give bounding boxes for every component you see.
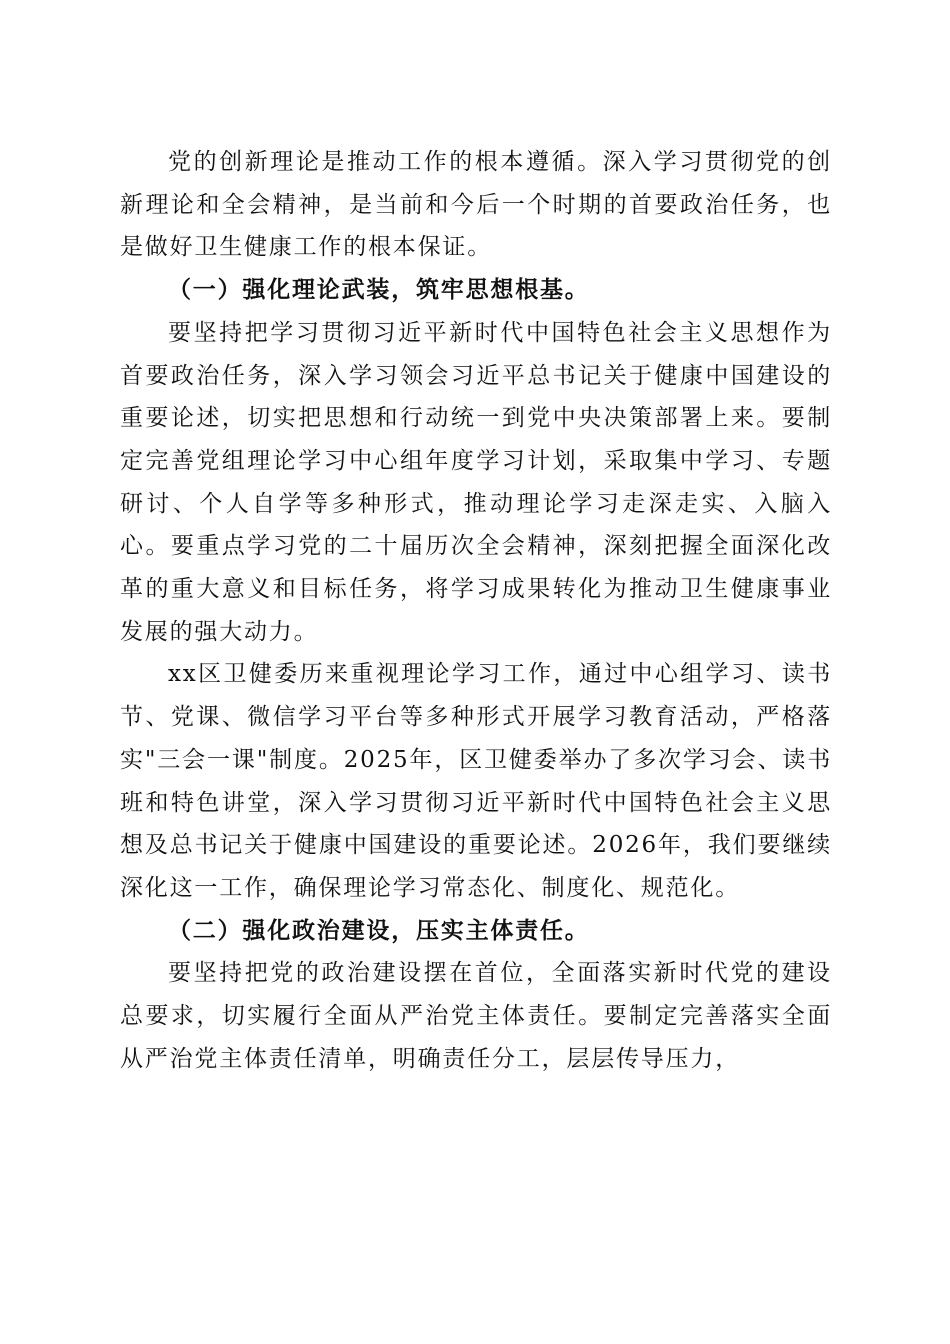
section-heading-1: （一）强化理论武装，筑牢思想根基。 [168,276,590,304]
paragraph-theory-study: 要坚持把学习贯彻习近平新时代中国特色社会主义思想作为首要政治任务，深入学习领会习近平总书记关于健康中国建设的重要论述，切实把思想和行动统一到党中央决策部署上来。要制定完善党组理论学习中心组年度学习计划，采取集中学习、专题研讨、个人自学等多种形式，推动理论学习走深走实、入脑入心。要重点学习党的二十届历次全会精神，深刻把握全面深化改革的重大意义和目标任务，将学习成果转化为推动卫生健康事业发展的强大动力。 [120,319,832,645]
paragraph-political-building: 要坚持把党的政治建设摆在首位，全面落实新时代党的建设总要求，切实履行全面从严治党主体责任。要制定完善落实全面从严治党主体责任清单，明确责任分工，层层传导压力， [120,960,832,1072]
document-body [120,141,832,1080]
paragraph-intro: 党的创新理论是推动工作的根本遵循。深入学习贯彻党的创新理论和全会精神，是当前和今后一个时期的首要政治任务，也是做好卫生健康工作的根本保证。 [120,149,832,261]
section-heading-2: （二）强化政治建设，压实主体责任。 [168,916,590,944]
paragraph-district-practice: xx区卫健委历来重视理论学习工作，通过中心组学习、读书节、党课、微信学习平台等多种形式开展学习教育活动，严格落实"三会一课"制度。2025年，区卫健委举办了多次学习会、读书班和特色讲堂，深入学习贯彻习近平新时代中国特色社会主义思想及总书记关于健康中国建设的重要论述。2026年，我们要继续深化这一工作，确保理论学习常态化、制度化、规范化。 [120,661,832,901]
